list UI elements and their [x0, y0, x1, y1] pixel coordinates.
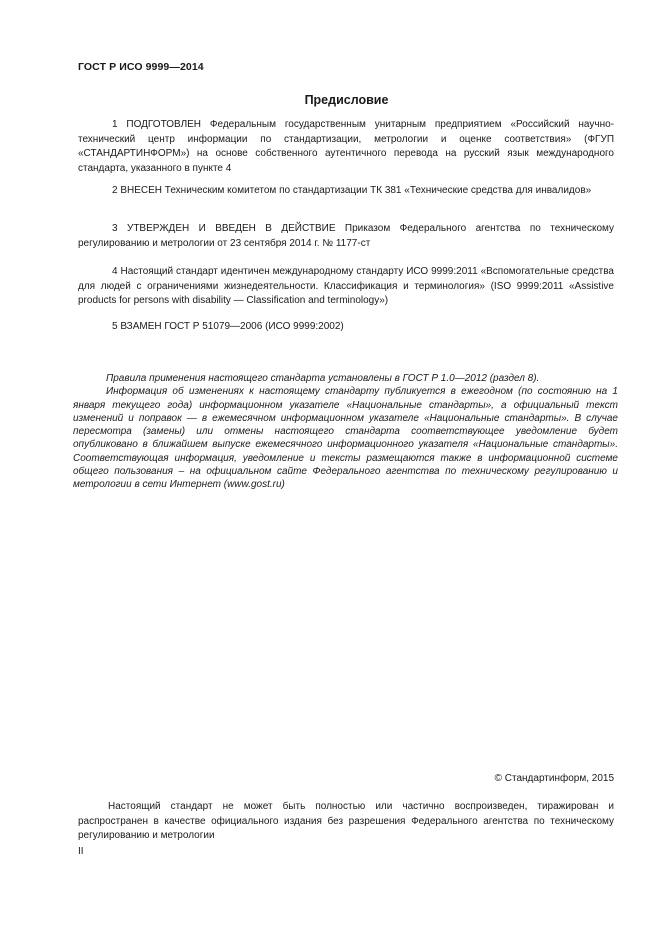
copyright-notice: © Стандартинформ, 2015 — [494, 773, 614, 784]
preface-item-2: 2 ВНЕСЕН Техническим комитетом по стандартизации ТК 381 «Технические средства для инвалидов» — [112, 185, 592, 196]
page-number: II — [78, 846, 84, 857]
notice-changes-info: Информация об изменениях к настоящему стандарту публикуется в ежегодном (по состоянию на 1 января текущего года) информационном указателе «Национальные стандарты», а официальный текст изменений и поправок — в ежемесячном информационном указателе «Национальные стандарты». В случае пересмотра (замены) или отмены настоящего стандарта соответствующее уведомление будет опубликовано в ближайшем выпуске ежемесячного информационного указателя «Национальные стандарты». Соответствующая информация, уведомление и тексты размещаются также в информационной системе общего пользования – на официальном сайте Федерального агентства по техническому регулированию и метрологии в сети Интернет (www.gost.ru) — [73, 386, 618, 491]
reprint-restriction: Настоящий стандарт не может быть полностью или частично воспроизведен, тиражирован и распространен в качестве официального издания без разрешения Федерального агентства по техническому регулированию и метрологии — [78, 801, 614, 842]
page-title: Предисловие — [304, 93, 389, 107]
preface-item-1: 1 ПОДГОТОВЛЕН Федеральным государственным унитарным предприятием «Российский научно-технический центр информации по стандартизации, метрологии и оценке соответствия» (ФГУП «СТАНДАРТИНФОРМ») на основе собственного аутентичного перевода на русский язык международного стандарта, указанного в пункте 4 — [78, 119, 614, 174]
application-notice — [73, 372, 618, 492]
notice-rules-line: Правила применения настоящего стандарта установлены в ГОСТ Р 1.0—2012 (раздел 8). — [106, 373, 540, 384]
preface-item-3: 3 УТВЕРЖДЕН И ВВЕДЕН В ДЕЙСТВИЕ Приказом Федерального агентства по техническому регулированию и метрологии от 23 сентября 2014 г. № 1177-ст — [78, 223, 614, 249]
document-code-header: ГОСТ Р ИСО 9999—2014 — [78, 61, 204, 73]
preface-item-4: 4 Настоящий стандарт идентичен международному стандарту ИСО 9999:2011 «Вспомогательные средства для людей с ограничениями жизнедеятельности. Классификация и терминология» (ISO 9999:2011 «Assistive products for persons with disability — Classification and terminology») — [78, 266, 614, 307]
preface-item-5: 5 ВЗАМЕН ГОСТ Р 51079—2006 (ИСО 9999:2002) — [112, 321, 344, 332]
